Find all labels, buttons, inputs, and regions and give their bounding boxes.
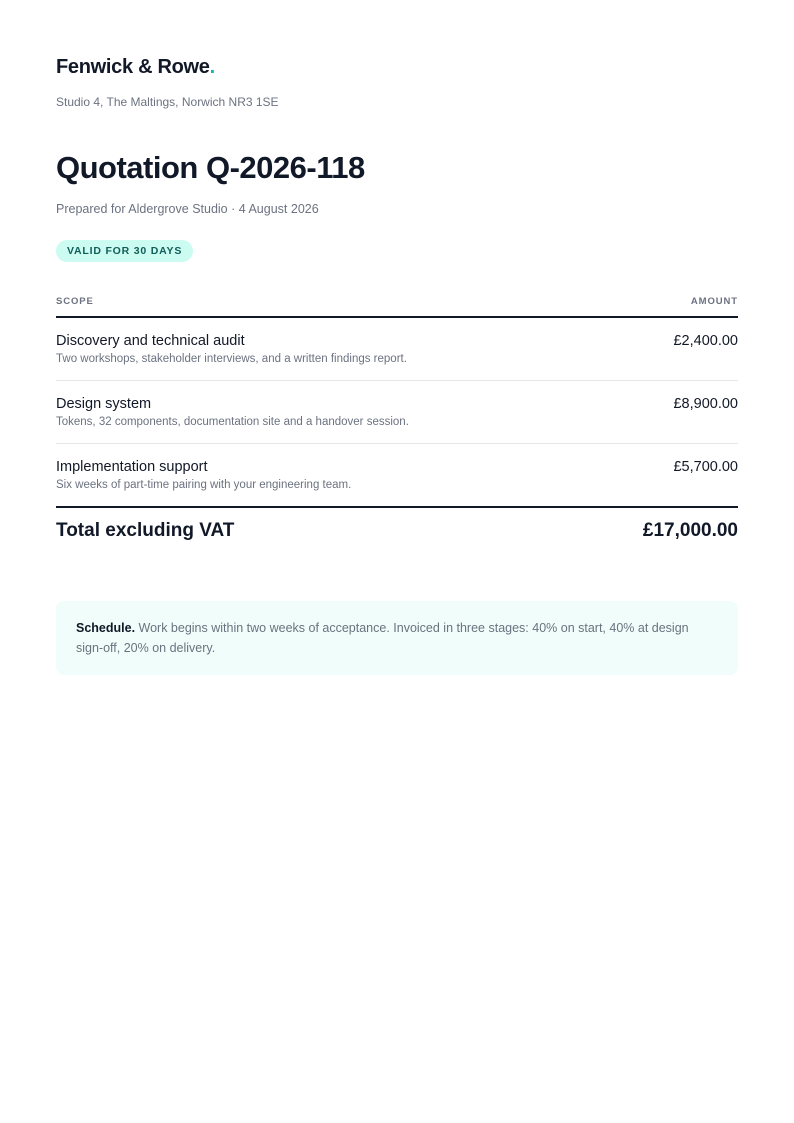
company-name: Fenwick & Rowe (56, 56, 210, 78)
item-name: Discovery and technical audit (56, 333, 245, 349)
total-amount: £17,000.00 (642, 520, 738, 541)
validity-badge: VALID FOR 30 DAYS (56, 240, 193, 262)
company-logo (56, 56, 215, 79)
company-address: Studio 4, The Maltings, Norwich NR3 1SE (56, 95, 279, 109)
item-amount: £8,900.00 (673, 396, 738, 412)
page-title: Quotation Q-2026-118 (56, 150, 365, 185)
item-amount: £5,700.00 (673, 459, 738, 475)
schedule-note (56, 601, 738, 675)
table-header (56, 290, 738, 318)
total-row (56, 520, 738, 542)
prepared-for-line: Prepared for Aldergrove Studio · 4 August 2026 (56, 202, 319, 216)
amount-column-header: AMOUNT (690, 296, 738, 307)
item-description: Two workshops, stakeholder interviews, and a written findings report. (56, 353, 407, 365)
table-row (56, 381, 738, 444)
item-description: Six weeks of part-time pairing with your engineering team. (56, 479, 352, 491)
schedule-note-label: Schedule. (76, 621, 136, 635)
item-description: Tokens, 32 components, documentation site and a handover session. (56, 416, 409, 428)
total-label: Total excluding VAT (56, 520, 235, 541)
table-row (56, 318, 738, 381)
scope-table (56, 290, 738, 508)
item-name: Design system (56, 396, 152, 412)
table-row (56, 444, 738, 508)
brand-accent-dot: . (209, 56, 215, 78)
schedule-note-text: Work begins within two weeks of acceptance. Invoiced in three stages: 40% on start, 40% at design sign-off, 20% on delivery. (76, 621, 689, 655)
item-amount: £2,400.00 (673, 333, 738, 349)
item-name: Implementation support (56, 459, 208, 475)
scope-column-header: SCOPE (56, 296, 94, 307)
